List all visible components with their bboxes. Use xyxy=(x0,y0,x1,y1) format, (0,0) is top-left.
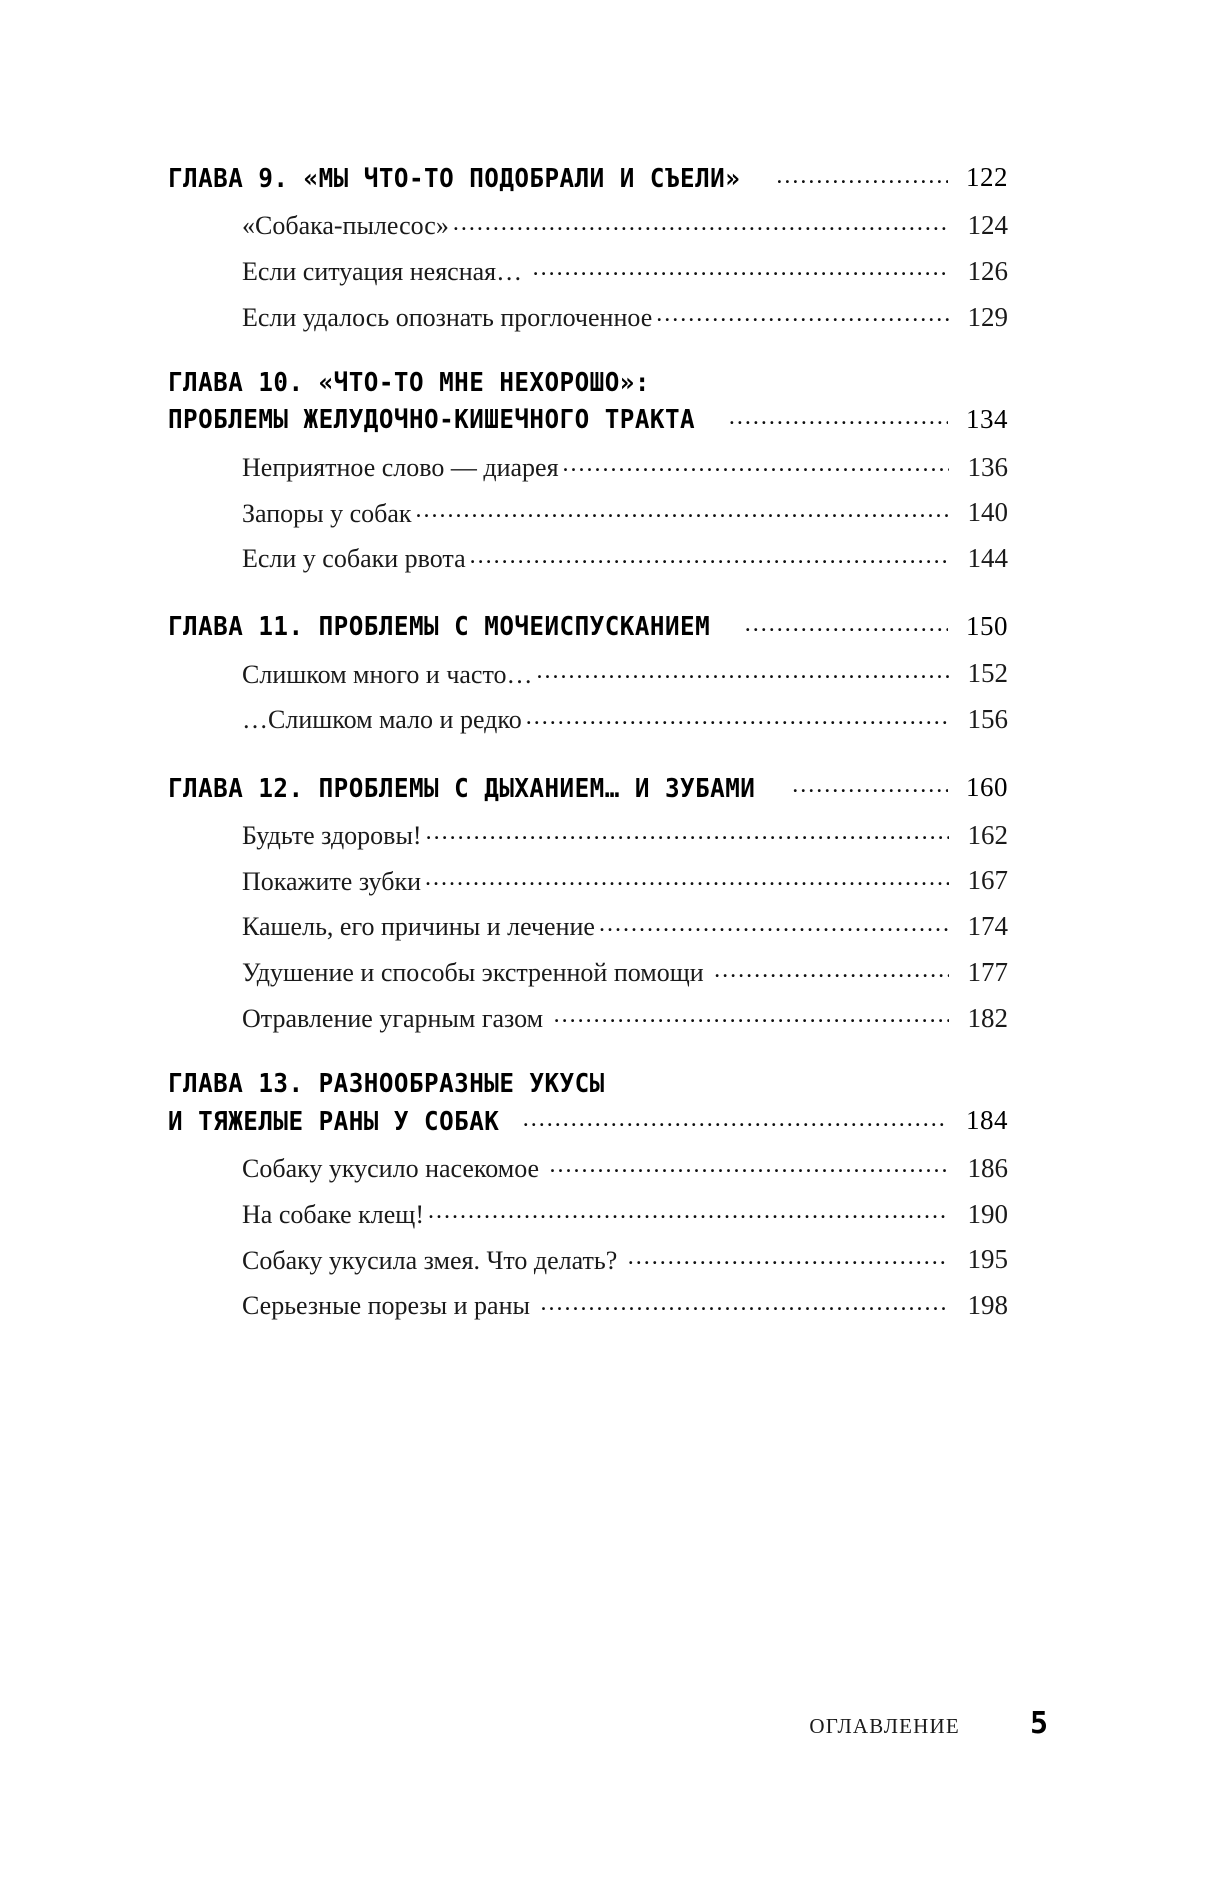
toc-section-page: 126 xyxy=(967,255,1008,286)
toc-section-page: 152 xyxy=(967,658,1008,689)
toc-section-page: 182 xyxy=(967,1002,1008,1033)
toc-chapter-group xyxy=(168,160,1008,333)
dot-leader xyxy=(526,703,949,732)
dot-leader xyxy=(563,450,949,479)
toc-section-entry[interactable] xyxy=(242,209,1008,242)
toc-section-title: Неприятное слово — диарея xyxy=(242,452,559,482)
toc-chapter-group xyxy=(168,770,1008,1035)
toc-section-entry[interactable] xyxy=(242,864,1008,897)
toc-section-page: 129 xyxy=(967,301,1008,332)
toc-chapter-page: 184 xyxy=(966,1104,1008,1135)
toc-section-title: Если ситуация неясная… xyxy=(242,256,529,286)
dot-leader xyxy=(656,300,949,329)
toc-chapter-group xyxy=(168,367,1008,575)
page-number: 5 xyxy=(1029,1706,1048,1741)
toc-section-entry[interactable] xyxy=(242,1151,1008,1184)
toc-section-title: Кашель, его причины и лечение xyxy=(242,912,595,942)
toc-section-page: 174 xyxy=(967,911,1008,942)
dot-leader xyxy=(729,402,948,433)
toc-section-page: 162 xyxy=(967,819,1008,850)
toc-section-page: 124 xyxy=(967,209,1008,240)
toc-section-entry[interactable] xyxy=(242,1197,1008,1230)
toc-chapter-page: 160 xyxy=(966,771,1008,802)
dot-leader xyxy=(453,209,949,238)
toc-section-entry[interactable] xyxy=(242,254,1008,287)
toc-section-page: 167 xyxy=(967,865,1008,896)
toc-chapter-title: ПРОБЛЕМЫ ЖЕЛУДОЧНО-КИШЕЧНОГО ТРАКТА xyxy=(168,405,696,436)
toc-section-entry[interactable] xyxy=(242,657,1008,690)
toc-section-title: «Собака-пылесос» xyxy=(242,211,449,241)
toc-chapter-entry[interactable] xyxy=(168,1103,1008,1139)
toc-section-title: Отравление угарным газом xyxy=(242,1003,550,1033)
toc-section-entry[interactable] xyxy=(242,1243,1008,1276)
toc-chapter-title: И ТЯЖЕЛЫЕ РАНЫ У СОБАК xyxy=(168,1106,500,1137)
dot-leader xyxy=(554,1001,949,1030)
toc-section-page: 186 xyxy=(967,1152,1008,1183)
toc-chapter-group xyxy=(168,1068,1008,1321)
dot-leader xyxy=(537,657,950,686)
dot-leader xyxy=(550,1151,949,1180)
toc-section-title: Серьезные порезы и раны xyxy=(242,1291,537,1321)
toc-section-title: Собаку укусила змея. Что делать? xyxy=(242,1245,624,1275)
dot-leader xyxy=(426,818,949,847)
toc-section-title: Собаку укусило насекомое xyxy=(242,1153,546,1183)
toc-section-entry[interactable] xyxy=(242,300,1008,333)
toc-section-page: 190 xyxy=(967,1198,1008,1229)
toc-chapter-page: 122 xyxy=(966,162,1008,192)
dot-leader xyxy=(425,864,949,893)
dot-leader xyxy=(540,1289,949,1318)
toc-section-page: 156 xyxy=(967,704,1008,735)
dot-leader xyxy=(470,542,949,571)
toc-section-title: На собаке клещ! xyxy=(242,1199,424,1229)
footer-label: ОГЛАВЛЕНИЕ xyxy=(809,1714,960,1738)
table-of-contents xyxy=(168,160,1008,1322)
toc-chapter-title: ГЛАВА 13. РАЗНООБРАЗНЫЕ УКУСЫ xyxy=(168,1069,605,1100)
toc-chapter-entry[interactable] xyxy=(168,609,1008,645)
toc-section-entry[interactable] xyxy=(242,450,1008,483)
toc-section-entry[interactable] xyxy=(242,910,1008,943)
dot-leader xyxy=(416,496,949,525)
dot-leader xyxy=(792,770,948,801)
toc-chapter-entry[interactable] xyxy=(168,770,1008,806)
toc-section-title: …Слишком мало и редко xyxy=(242,705,522,735)
toc-section-entry[interactable] xyxy=(242,496,1008,529)
toc-chapter-title: ГЛАВА 9. «МЫ ЧТО-ТО ПОДОБРАЛИ И СЪЕЛИ» xyxy=(168,163,741,194)
toc-section-page: 177 xyxy=(967,956,1008,987)
toc-chapter-entry[interactable] xyxy=(168,1068,1008,1101)
toc-section-entry[interactable] xyxy=(242,1289,1008,1322)
toc-section-title: Слишком много и часто… xyxy=(242,659,533,689)
dot-leader xyxy=(428,1197,949,1226)
dot-leader xyxy=(628,1243,949,1272)
toc-chapter-title: ГЛАВА 11. ПРОБЛЕМЫ С МОЧЕИСПУСКАНИЕМ xyxy=(168,612,711,643)
toc-section-title: Удушение и способы экстренной помощи xyxy=(242,958,711,988)
toc-section-page: 198 xyxy=(967,1290,1008,1321)
toc-chapter-group xyxy=(168,609,1008,736)
toc-section-page: 136 xyxy=(967,451,1008,482)
toc-section-page: 144 xyxy=(967,543,1008,574)
toc-section-title: Если удалось опознать проглоченное xyxy=(242,302,653,332)
toc-chapter-entry[interactable] xyxy=(168,402,1008,438)
toc-section-entry[interactable] xyxy=(242,542,1008,575)
dot-leader xyxy=(776,161,948,192)
dot-leader xyxy=(533,254,949,283)
toc-section-entry[interactable] xyxy=(242,703,1008,736)
toc-section-page: 195 xyxy=(967,1244,1008,1275)
toc-section-title: Покажите зубки xyxy=(242,866,421,896)
dot-leader xyxy=(599,910,949,939)
toc-chapter-title: ГЛАВА 10. «ЧТО-ТО МНЕ НЕХОРОШО»: xyxy=(168,367,650,398)
toc-chapter-entry[interactable] xyxy=(168,367,1008,400)
dot-leader xyxy=(523,1104,948,1135)
toc-section-title: Будьте здоровы! xyxy=(242,820,422,850)
toc-section-page: 140 xyxy=(967,497,1008,528)
toc-section-title: Запоры у собак xyxy=(242,498,412,528)
toc-section-entry[interactable] xyxy=(242,818,1008,851)
dot-leader xyxy=(714,956,949,985)
toc-section-title: Если у собаки рвота xyxy=(242,544,466,574)
toc-chapter-page: 134 xyxy=(966,403,1008,434)
toc-chapter-entry[interactable] xyxy=(168,160,1008,196)
toc-chapter-title: ГЛАВА 12. ПРОБЛЕМЫ С ДЫХАНИЕМ… И ЗУБАМИ xyxy=(168,773,756,804)
toc-section-entry[interactable] xyxy=(242,956,1008,989)
page-footer xyxy=(168,1706,1048,1741)
dot-leader xyxy=(745,609,948,640)
toc-chapter-page: 150 xyxy=(966,610,1008,641)
toc-section-entry[interactable] xyxy=(242,1001,1008,1034)
